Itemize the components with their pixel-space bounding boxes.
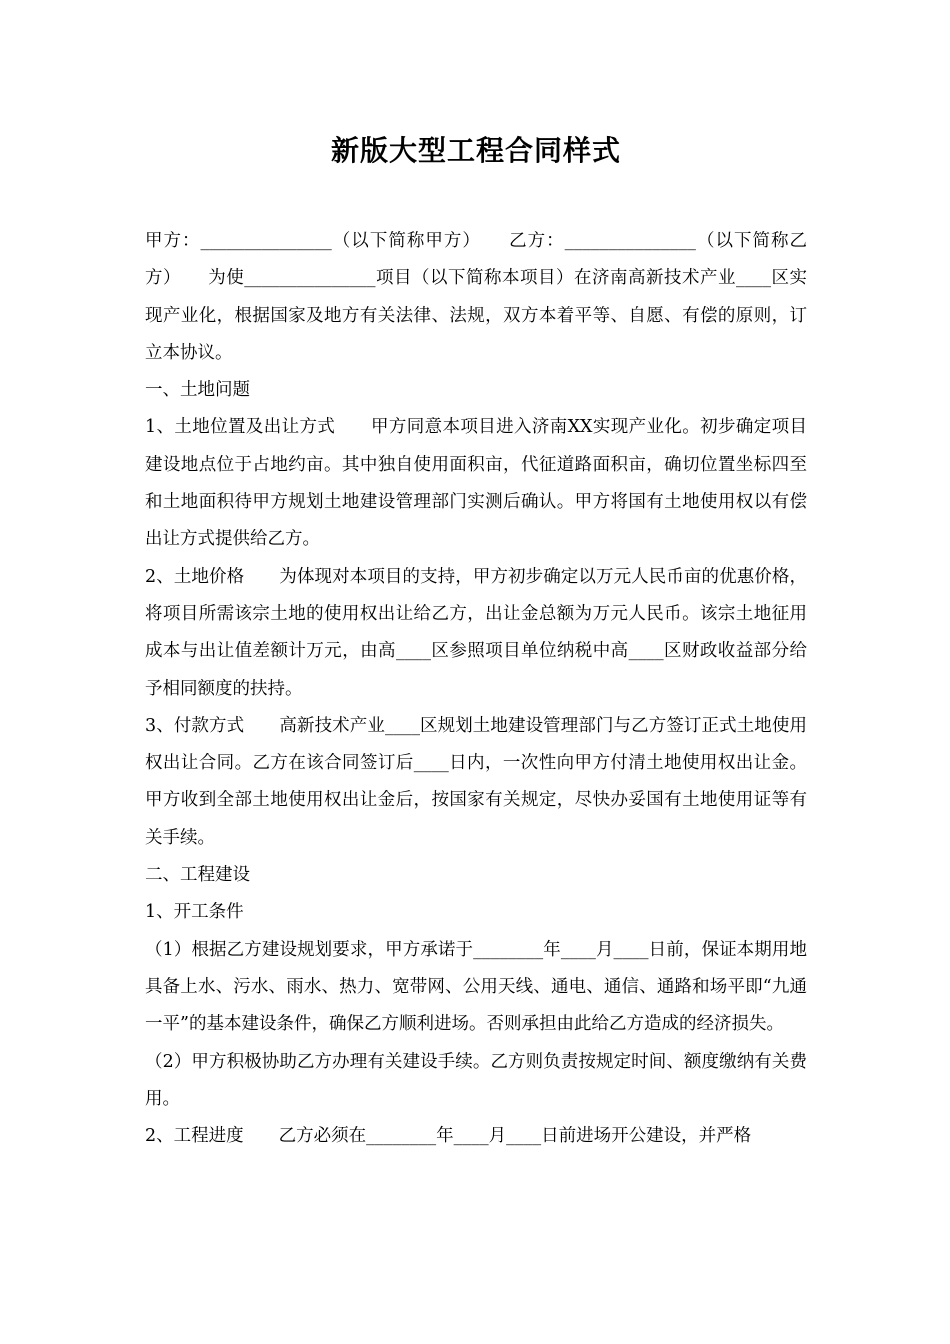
clause-payment-method: 3、付款方式 高新技术产业____区规划土地建设管理部门与乙方签订正式土地使用权出让合同。乙方在该合同签订后____日内，一次性向甲方付清土地使用权出让金。甲方收到全部土地使用权出让金后，按国家有关规定，尽快办妥国有土地使用证等有关手续。 bbox=[145, 715, 807, 848]
section-heading-land: 一、土地问题 bbox=[145, 380, 250, 401]
clause-land-price: 2、土地价格 为体现对本项目的支持，甲方初步确定以万元人民币亩的优惠价格，将项目所需该宗土地的使用权出让给乙方，出让金总额为万元人民币。该宗土地征用成本与出让值差额计万元，由高____区参照项目单位纳税中高____区财政收益部分给予相同额度的扶持。 bbox=[145, 566, 807, 699]
clause-start-conditions-2: （2）甲方积极协助乙方办理有关建设手续。乙方则负责按规定时间、额度缴纳有关费用。 bbox=[145, 1051, 807, 1109]
clause-start-conditions-1: （1）根据乙方建设规划要求，甲方承诺于________年____月____日前，保证本期用地具备上水、污水、雨水、热力、宽带网、公用天线、通电、通信、通路和场平即“九通一平”的基本建设条件，确保乙方顺利进场。否则承担由此给乙方造成的经济损失。 bbox=[145, 939, 807, 1035]
intro-paragraph: 甲方：_______________（以下简称甲方） 乙方：_______________（以下简称乙方） 为使_______________项目（以下简称本项目）在济南高新技术产业____区实现产业化，根据国家及地方有关法律、法规，双方本着平等、自愿、有偿的原则，订立本协议。 bbox=[145, 231, 807, 363]
document-page bbox=[145, 0, 807, 1344]
section-heading-construction: 二、工程建设 bbox=[145, 865, 250, 886]
clause-land-location: 1、土地位置及出让方式 甲方同意本项目进入济南XX实现产业化。初步确定项目建设地点位于占地约亩。其中独自使用面积亩，代征道路面积亩，确切位置坐标四至和土地面积待甲方规划土地建设管理部门实测后确认。甲方将国有土地使用权以有偿出让方式提供给乙方。 bbox=[145, 417, 807, 550]
document-body bbox=[145, 223, 807, 1155]
clause-start-conditions: 1、开工条件 bbox=[145, 902, 244, 923]
document-title: 新版大型工程合同样式 bbox=[330, 134, 621, 167]
clause-project-schedule: 2、工程进度 乙方必须在________年____月____日前进场开公建设，并严格 bbox=[145, 1126, 752, 1147]
